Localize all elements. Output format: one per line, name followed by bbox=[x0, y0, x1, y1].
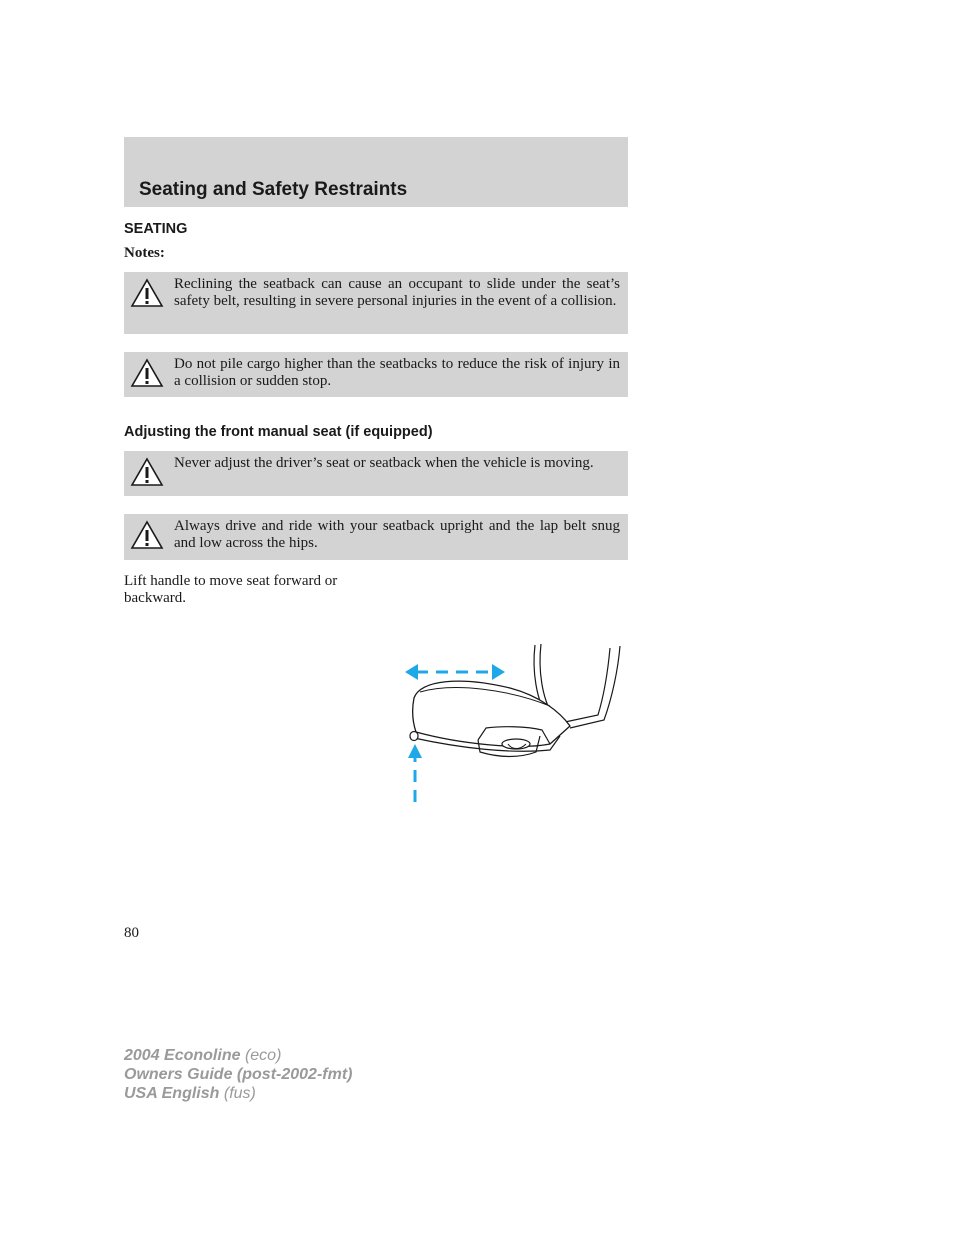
section-header-band bbox=[124, 137, 628, 207]
subsection-heading: Adjusting the front manual seat (if equipped) bbox=[124, 424, 433, 440]
page-number: 80 bbox=[124, 925, 139, 941]
footer-line-1: 2004 Econoline (eco) bbox=[124, 1047, 282, 1064]
warning-text: Always drive and ride with your seatback upright and the lap belt snug and low across the hips. bbox=[174, 518, 620, 551]
warning-box bbox=[124, 352, 628, 397]
seat-adjust-illustration bbox=[400, 640, 630, 810]
warning-box bbox=[124, 451, 628, 496]
page-title: Seating and Safety Restraints bbox=[139, 179, 408, 200]
footer-block bbox=[124, 1046, 352, 1103]
warning-text: Reclining the seatback can cause an occupant to slide under the seat’s safety belt, resulting in severe personal injuries in the event of a collision. bbox=[174, 276, 620, 309]
footer-line-3: USA English (fus) bbox=[124, 1085, 256, 1102]
warning-text: Never adjust the driver’s seat or seatback when the vehicle is moving. bbox=[174, 455, 594, 471]
warning-box bbox=[124, 514, 628, 560]
warning-text: Do not pile cargo higher than the seatbacks to reduce the risk of injury in a collision or sudden stop. bbox=[174, 356, 620, 389]
warning-triangle-icon bbox=[130, 520, 164, 550]
warning-box bbox=[124, 272, 628, 334]
notes-label: Notes: bbox=[124, 245, 165, 261]
warning-triangle-icon bbox=[130, 278, 164, 308]
warning-triangle-icon bbox=[130, 457, 164, 487]
warning-triangle-icon bbox=[130, 358, 164, 388]
footer-line-2: Owners Guide (post-2002-fmt) bbox=[124, 1066, 353, 1083]
instruction-text: Lift handle to move seat forward or backward. bbox=[124, 573, 338, 606]
section-heading-seating: SEATING bbox=[124, 221, 188, 237]
